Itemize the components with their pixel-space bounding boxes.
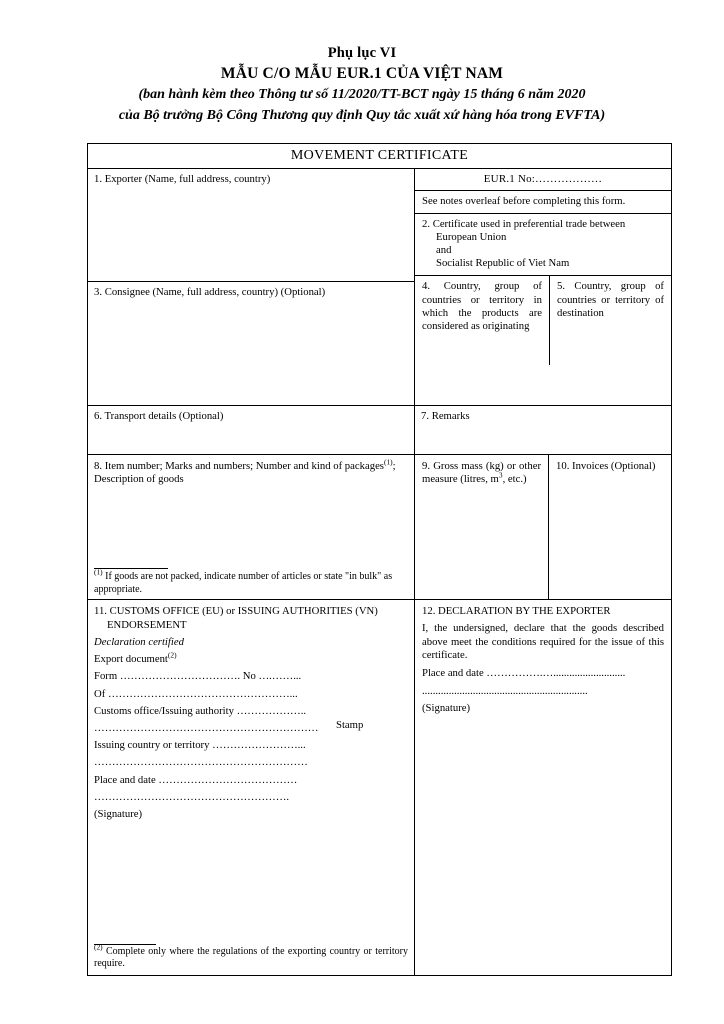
box-1-label: 1. Exporter (Name, full address, country): [94, 173, 271, 186]
box-7-remarks[interactable]: [414, 406, 671, 454]
movement-certificate-form: [87, 143, 672, 976]
footnote-rule: [94, 568, 168, 569]
upper-section: [88, 168, 671, 405]
box-11-12-row: [88, 599, 671, 975]
box-8-footnote-marker: (1): [383, 457, 393, 467]
overleaf-notes: [415, 190, 671, 212]
document-subtitle-line2: của Bộ trưởng Bộ Công Thương quy định Quy tắc xuất xứ hàng hóa trong EVFTA): [118, 108, 606, 123]
box-11-dots-line-3[interactable]: ……………………………………………….: [94, 790, 290, 803]
footnote-2-rule: [94, 944, 156, 945]
box-8-goods-description[interactable]: [88, 455, 414, 599]
appendix-number: Phụ lục VI: [327, 45, 397, 61]
box-2-title: 2. Certificate used in preferential trade between: [422, 217, 626, 230]
box-11-dots-line-1[interactable]: ………………………………………………………: [94, 722, 319, 735]
box-8-subtitle: Description of goods: [94, 473, 184, 486]
box-11-issuing-country-field[interactable]: Issuing country or territory ……………………...: [94, 739, 306, 752]
box-11-place-and-date-field[interactable]: Place and date …………………………………: [94, 773, 298, 786]
document-subtitle-line1: (ban hành kèm theo Thông tư số 11/2020/TT-BCT ngày 15 tháng 6 năm 2020: [138, 87, 586, 102]
box-11-signature-label: (Signature): [94, 808, 143, 821]
box-3-label: 3. Consignee (Name, full address, country) (Optional): [94, 286, 326, 299]
box-11-customs-office-field[interactable]: Customs office/Issuing authority ………………..: [94, 704, 307, 717]
box-12-exporter-declaration[interactable]: [414, 600, 671, 975]
box-4-5-row: [415, 276, 671, 365]
box-9-label: 9. Gross mass (kg) or other measure (litres, m: [422, 460, 541, 486]
box-6-label: 6. Transport details (Optional): [94, 410, 224, 423]
box-12-title: 12. DECLARATION BY THE EXPORTER: [422, 605, 611, 618]
box-5-country-destination[interactable]: [549, 276, 671, 365]
box-9-gross-mass[interactable]: [414, 455, 548, 599]
box-4-country-origin[interactable]: [415, 276, 549, 365]
footnote-1-text: If goods are not packed, indicate number of articles or state "in bulk" as appropriate.: [94, 571, 393, 595]
eur1-number-label: EUR.1 No:………………: [483, 173, 603, 186]
box-9-label-end: , etc.): [502, 473, 527, 486]
box-7-label: 7. Remarks: [421, 410, 470, 423]
box-2-preferential-trade[interactable]: [414, 213, 671, 277]
box-12-place-and-date-field[interactable]: Place and date …………….…...........................: [422, 667, 626, 680]
footnote-1-marker: (1): [94, 567, 103, 577]
upper-right-column: [414, 169, 671, 405]
box-2-party-vn: Socialist Republic of Viet Nam: [436, 257, 570, 270]
box-11-stamp-label: Stamp: [336, 719, 364, 732]
box-11-form-field[interactable]: Form ……………………………. No ….……...: [94, 670, 302, 683]
document-main-title: MẪU C/O MẪU EUR.1 CỦA VIỆT NAM: [220, 65, 504, 82]
footnote-2-text: Complete only where the regulations of the exporting country or territory require.: [94, 945, 408, 970]
box-11-title-line1: 11. CUSTOMS OFFICE (EU) or ISSUING AUTHORITIES (VN): [94, 605, 378, 618]
box-11-footnote-marker: (2): [167, 650, 177, 660]
box-8-title: [94, 457, 408, 473]
box-1-exporter[interactable]: [88, 169, 414, 281]
box-11-declaration-certified: Declaration certified: [94, 636, 184, 649]
box-8-title-text: 8. Item number; Marks and numbers; Number and kind of packages: [94, 460, 384, 473]
document-title-block: [62, 44, 662, 126]
box-6-7-row: [88, 405, 671, 454]
box-11-export-document-label: Export document: [94, 653, 168, 666]
box-11-dots-line-2[interactable]: ……………………………………………………: [94, 756, 308, 769]
box-5-label: 5. Country, group of countries or territory of destination: [557, 280, 664, 319]
box-11-of-field[interactable]: Of ……………………………………………...: [94, 687, 298, 700]
upper-left-column: [88, 169, 414, 405]
box-3-consignee[interactable]: [88, 281, 414, 405]
box-2-conjunction: and: [436, 244, 452, 257]
box-12-signature-label: (Signature): [422, 702, 471, 715]
box-8-title-punct: ;: [392, 460, 396, 473]
box-11-customs-endorsement[interactable]: [88, 600, 414, 975]
box-4-label: 4. Country, group of countries or territory in which the products are considered as originating: [422, 280, 542, 333]
box-12-dots-line[interactable]: ..............................................................: [422, 685, 588, 698]
box-8-footnote: [94, 568, 408, 596]
box-9-cubic-exponent: 3: [498, 470, 503, 480]
box-11-export-document: [94, 650, 408, 666]
box-6-transport-details[interactable]: [88, 406, 414, 454]
box-11-footnote: [94, 944, 408, 972]
box-12-declaration-text: I, the undersigned, declare that the goods described above meet the conditions required for the issue of this certificate.: [422, 622, 664, 661]
box-10-invoices[interactable]: [548, 455, 670, 599]
box-2-party-eu: European Union: [436, 230, 507, 243]
box-8-9-10-row: [88, 454, 671, 599]
eur1-number-field[interactable]: [415, 169, 671, 190]
overleaf-notes-label: See notes overleaf before completing this form.: [422, 195, 626, 208]
footnote-2-marker: (2): [94, 942, 103, 952]
form-banner-title: MOVEMENT CERTIFICATE: [290, 148, 469, 163]
box-11-title: [94, 605, 408, 632]
box-10-label: 10. Invoices (Optional): [556, 460, 656, 473]
box-11-title-line2: ENDORSEMENT: [107, 618, 187, 631]
